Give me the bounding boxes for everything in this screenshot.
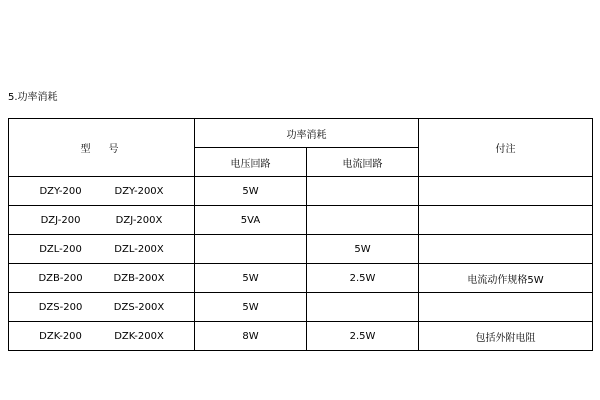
cell-model xyxy=(9,235,195,264)
cell-voltage-circuit: 5W xyxy=(195,177,307,206)
table-header xyxy=(9,119,593,177)
model-code-right: DZK-200X xyxy=(114,330,164,342)
cell-model xyxy=(9,264,195,293)
cell-note xyxy=(419,235,593,264)
cell-voltage-circuit: 5VA xyxy=(195,206,307,235)
table-row xyxy=(9,206,593,235)
cell-voltage-circuit xyxy=(195,235,307,264)
cell-current-circuit xyxy=(307,177,419,206)
cell-model xyxy=(9,293,195,322)
cell-current-circuit: 2.5W xyxy=(307,264,419,293)
column-header-current-circuit: 电流回路 xyxy=(307,148,419,177)
cell-voltage-circuit: 5W xyxy=(195,293,307,322)
model-code-left: DZS-200 xyxy=(38,301,83,313)
model-code-right: DZL-200X xyxy=(114,243,164,255)
cell-model xyxy=(9,206,195,235)
model-code-left: DZK-200 xyxy=(39,330,82,342)
column-header-model: 型 号 xyxy=(9,119,195,177)
table-header-row-1 xyxy=(9,119,593,148)
column-header-power-consumption: 功率消耗 xyxy=(195,119,419,148)
model-code-right: DZS-200X xyxy=(113,301,165,313)
cell-voltage-circuit: 8W xyxy=(195,322,307,351)
column-header-note: 付注 xyxy=(419,119,593,177)
cell-current-circuit: 2.5W xyxy=(307,322,419,351)
cell-note: 包括外附电阻 xyxy=(419,322,593,351)
model-code-left: DZB-200 xyxy=(38,272,83,284)
cell-current-circuit xyxy=(307,206,419,235)
cell-model xyxy=(9,322,195,351)
table-row xyxy=(9,322,593,351)
cell-note xyxy=(419,293,593,322)
model-code-right: DZB-200X xyxy=(113,272,165,284)
cell-note: 电流动作规格5W xyxy=(419,264,593,293)
page-title: 5.功率消耗 xyxy=(8,92,58,103)
power-consumption-table-wrapper xyxy=(8,118,592,351)
model-code-left: DZL-200 xyxy=(39,243,82,255)
cell-note xyxy=(419,206,593,235)
model-code-left: DZJ-200 xyxy=(40,214,81,226)
table-row xyxy=(9,264,593,293)
table-row xyxy=(9,177,593,206)
cell-current-circuit xyxy=(307,293,419,322)
cell-current-circuit: 5W xyxy=(307,235,419,264)
table-body xyxy=(9,177,593,351)
column-header-voltage-circuit: 电压回路 xyxy=(195,148,307,177)
model-code-left: DZY-200 xyxy=(39,185,82,197)
power-consumption-table xyxy=(8,118,593,351)
table-row xyxy=(9,235,593,264)
cell-model xyxy=(9,177,195,206)
cell-voltage-circuit: 5W xyxy=(195,264,307,293)
model-code-right: DZJ-200X xyxy=(115,214,163,226)
model-code-right: DZY-200X xyxy=(114,185,164,197)
cell-note xyxy=(419,177,593,206)
table-row xyxy=(9,293,593,322)
